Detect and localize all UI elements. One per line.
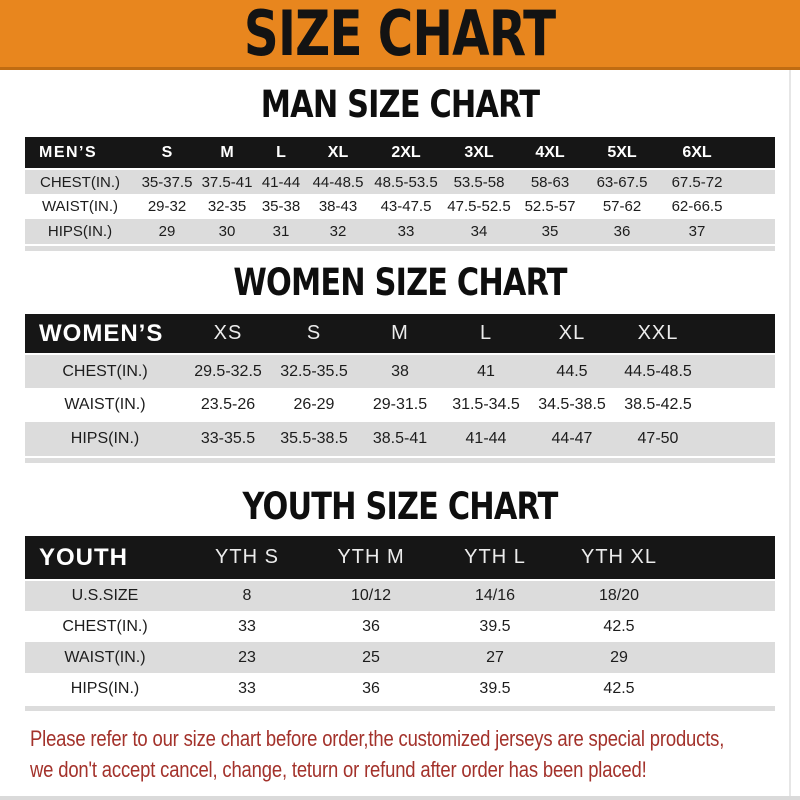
- table-row: [25, 354, 775, 388]
- size-value-cell: 32-35: [207, 198, 247, 215]
- man-size-chart-section: [0, 85, 800, 251]
- column-header: YTH S: [185, 536, 309, 580]
- table-bottom-strip: [25, 706, 775, 711]
- size-value-cell: 52.5-57: [524, 198, 576, 215]
- women-size-chart-section: [0, 263, 800, 463]
- column-header: S: [271, 314, 357, 354]
- size-value-cell: 29.5-32.5: [185, 354, 271, 388]
- row-label: HIPS(IN.): [25, 422, 185, 456]
- column-header: YTH L: [433, 536, 557, 580]
- disclaimer: [30, 723, 800, 785]
- man-size-table: [25, 137, 775, 244]
- column-header: XXL: [615, 314, 701, 354]
- size-value-cell: 37.5-41: [199, 169, 255, 194]
- women-section-title: WOMEN SIZE CHART: [233, 261, 567, 304]
- banner: [0, 0, 800, 70]
- size-value-cell: 35.5-38.5: [271, 422, 357, 456]
- size-value-cell: 36: [362, 617, 380, 635]
- row-label: WAIST(IN.): [25, 642, 185, 673]
- size-value-cell: 31: [255, 219, 307, 244]
- table-row: [25, 642, 775, 673]
- table-row: [25, 673, 775, 704]
- header-row: [25, 314, 775, 354]
- size-value-cell: 10/12: [309, 580, 433, 611]
- disclaimer-line-2: we don't accept cancel, change, teturn or refund after order has been placed!: [30, 757, 647, 782]
- size-value-cell: 29-31.5: [372, 396, 428, 413]
- column-header: L: [255, 137, 307, 169]
- header-filler-cell: [701, 314, 775, 354]
- size-value-cell: 31.5-34.5: [452, 396, 520, 413]
- size-value-cell: 38: [357, 354, 443, 388]
- row-label: U.S.SIZE: [25, 580, 185, 611]
- size-value-cell: 39.5: [479, 617, 511, 635]
- size-value-cell: 44-48.5: [307, 169, 369, 194]
- size-value-cell: 53.5-58: [443, 169, 515, 194]
- size-value-cell: 36: [585, 219, 659, 244]
- size-value-cell: 8: [185, 580, 309, 611]
- row-filler-cell: [701, 422, 775, 456]
- disclaimer-line-1: Please refer to our size chart before order,the customized jerseys are special products,: [30, 726, 725, 751]
- table-header-label: YOUTH: [25, 536, 185, 580]
- size-value-cell: 29: [135, 219, 199, 244]
- size-value-cell: 37: [659, 219, 735, 244]
- size-value-cell: 67.5-72: [659, 169, 735, 194]
- size-value-cell: 57-62: [602, 198, 642, 215]
- table-row: [25, 422, 775, 456]
- man-section-title: MAN SIZE CHART: [260, 83, 540, 126]
- table-bottom-strip: [25, 458, 775, 463]
- size-value-cell: 44.5-48.5: [615, 354, 701, 388]
- row-label: CHEST(IN.): [25, 169, 135, 194]
- size-value-cell: 58-63: [515, 169, 585, 194]
- size-value-cell: 26-29: [293, 396, 335, 413]
- youth-section-title: YOUTH SIZE CHART: [242, 485, 558, 528]
- youth-size-chart-section: [0, 487, 800, 711]
- size-value-cell: 18/20: [557, 580, 681, 611]
- row-filler-cell: [681, 580, 775, 611]
- size-value-cell: 27: [433, 642, 557, 673]
- size-value-cell: 35: [515, 219, 585, 244]
- size-value-cell: 41: [443, 354, 529, 388]
- table-header-label: MEN’S: [25, 137, 135, 169]
- row-filler-cell: [735, 219, 775, 244]
- size-value-cell: 25: [309, 642, 433, 673]
- size-value-cell: 29-32: [147, 198, 187, 215]
- table-row: [25, 194, 775, 219]
- size-value-cell: 35-37.5: [135, 169, 199, 194]
- row-label: HIPS(IN.): [70, 679, 140, 697]
- scan-edge-bottom: [0, 796, 800, 800]
- column-header: S: [135, 137, 199, 169]
- row-label: WAIST(IN.): [64, 396, 146, 413]
- header-filler-cell: [735, 137, 775, 169]
- row-label: WAIST(IN.): [41, 198, 119, 215]
- row-label: CHEST(IN.): [62, 617, 148, 635]
- row-filler-cell: [701, 388, 775, 422]
- size-value-cell: 23: [185, 642, 309, 673]
- header-row: [25, 137, 775, 169]
- row-label: CHEST(IN.): [25, 354, 185, 388]
- table-row: [25, 611, 775, 642]
- size-value-cell: 47.5-52.5: [447, 198, 511, 215]
- table-row: [25, 219, 775, 244]
- size-value-cell: 44.5: [529, 354, 615, 388]
- scan-edge-right: [789, 70, 791, 796]
- column-header: M: [357, 314, 443, 354]
- size-value-cell: 34.5-38.5: [538, 396, 606, 413]
- size-value-cell: 35-38: [261, 198, 301, 215]
- column-header: 6XL: [659, 137, 735, 169]
- header-row: [25, 536, 775, 580]
- column-header: 3XL: [443, 137, 515, 169]
- size-value-cell: 43-47.5: [380, 198, 432, 215]
- size-value-cell: 30: [199, 219, 255, 244]
- size-value-cell: 23.5-26: [200, 396, 256, 413]
- size-value-cell: 32.5-35.5: [271, 354, 357, 388]
- table-row: [25, 169, 775, 194]
- size-value-cell: 38.5-41: [357, 422, 443, 456]
- row-filler-cell: [735, 194, 775, 219]
- size-value-cell: 14/16: [433, 580, 557, 611]
- row-filler-cell: [701, 354, 775, 388]
- table-bottom-strip: [25, 246, 775, 251]
- column-header: L: [443, 314, 529, 354]
- row-filler-cell: [681, 642, 775, 673]
- column-header: 5XL: [585, 137, 659, 169]
- page-title: SIZE CHART: [244, 0, 556, 70]
- size-value-cell: 29: [557, 642, 681, 673]
- size-value-cell: 33: [238, 679, 256, 697]
- size-value-cell: 38.5-42.5: [624, 396, 692, 413]
- size-value-cell: 38-43: [318, 198, 358, 215]
- size-value-cell: 63-67.5: [585, 169, 659, 194]
- size-value-cell: 47-50: [615, 422, 701, 456]
- women-size-table: [25, 314, 775, 456]
- size-value-cell: 44-47: [529, 422, 615, 456]
- size-value-cell: 33: [238, 617, 256, 635]
- column-header: M: [199, 137, 255, 169]
- size-value-cell: 41-44: [443, 422, 529, 456]
- size-value-cell: 32: [307, 219, 369, 244]
- column-header: 4XL: [515, 137, 585, 169]
- size-value-cell: 42.5: [603, 617, 635, 635]
- column-header: XS: [185, 314, 271, 354]
- size-value-cell: 62-66.5: [671, 198, 723, 215]
- row-filler-cell: [681, 611, 775, 642]
- column-header: YTH XL: [557, 536, 681, 580]
- size-value-cell: 36: [362, 679, 380, 697]
- column-header: XL: [529, 314, 615, 354]
- size-value-cell: 39.5: [479, 679, 511, 697]
- table-row: [25, 580, 775, 611]
- size-value-cell: 34: [443, 219, 515, 244]
- size-value-cell: 33-35.5: [185, 422, 271, 456]
- row-filler-cell: [681, 673, 775, 704]
- size-value-cell: 48.5-53.5: [369, 169, 443, 194]
- table-header-label: WOMEN’S: [25, 314, 185, 354]
- column-header: XL: [307, 137, 369, 169]
- table-row: [25, 388, 775, 422]
- column-header: 2XL: [369, 137, 443, 169]
- row-filler-cell: [735, 169, 775, 194]
- size-value-cell: 42.5: [603, 679, 635, 697]
- size-value-cell: 33: [369, 219, 443, 244]
- header-filler-cell: [681, 536, 775, 580]
- row-label: HIPS(IN.): [25, 219, 135, 244]
- size-value-cell: 41-44: [255, 169, 307, 194]
- youth-size-table: [25, 536, 775, 704]
- column-header: YTH M: [309, 536, 433, 580]
